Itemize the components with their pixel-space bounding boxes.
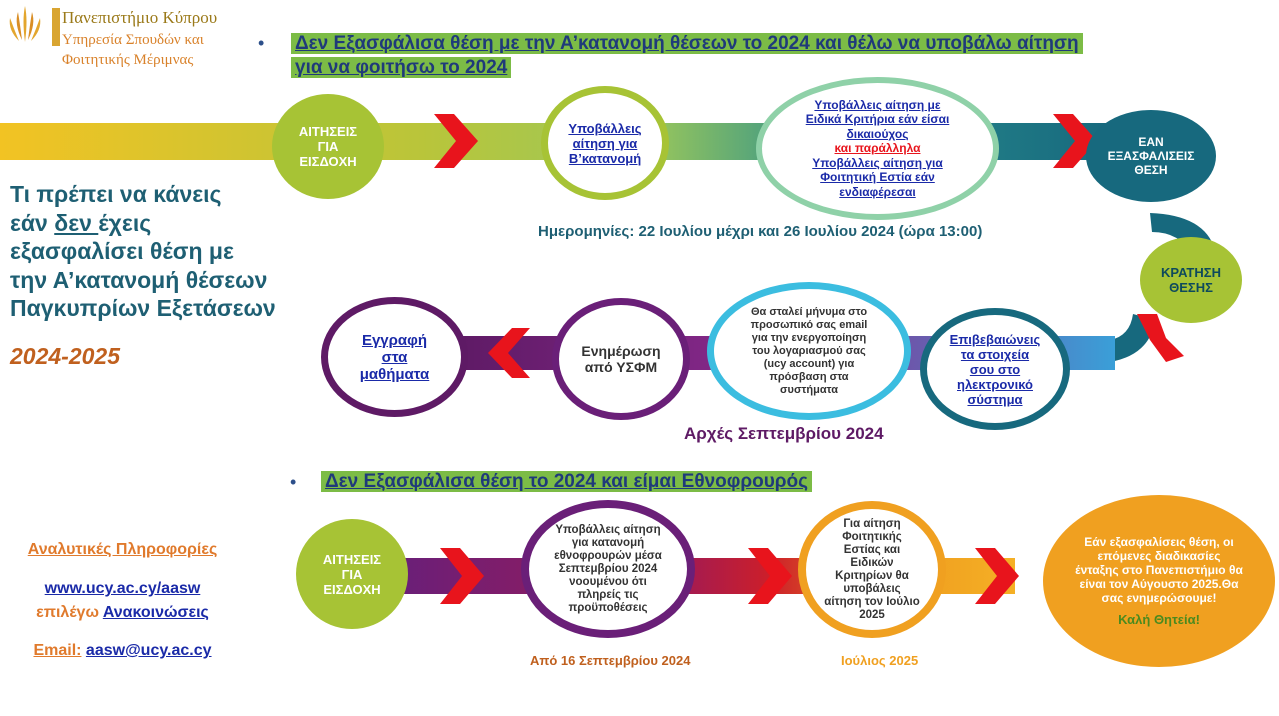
- date-july: Ιούλιος 2025: [841, 653, 919, 668]
- greeting-text: Καλή Θητεία!: [1118, 612, 1200, 627]
- email-label: Email:: [33, 642, 82, 659]
- side-title-line5: Παγκυπρίων Εξετάσεων: [10, 295, 276, 321]
- section1-heading-line2: για να φοιτήσω το 2024: [291, 57, 511, 78]
- bullet-2: •: [290, 472, 297, 492]
- step-reserve-place: ΚΡΑΤΗΣΗ ΘΕΣΗΣ: [1140, 237, 1242, 323]
- step-admission-applications: ΑΙΤΗΣΕΙΣ ΓΙΑ ΕΙΣΔΟΧΗ: [272, 94, 384, 199]
- university-name: Πανεπιστήμιο Κύπρου: [62, 8, 218, 27]
- side-title-line2a: εάν: [10, 209, 55, 236]
- logo-subtitle-2: Φοιτητικής Μέριμνας: [62, 52, 194, 68]
- info-url-link[interactable]: www.ucy.ac.cy/aasw: [44, 580, 201, 597]
- step-if-secured-place: ΕΑΝ ΕΞΑΣΦΑΛΙΣΕΙΣ ΘΕΣΗ: [1086, 110, 1216, 202]
- side-title-line4: την Α’κατανομή θέσεων: [10, 266, 268, 293]
- section2-heading-text: Δεν Εξασφάλισα θέση το 2024 και είμαι Εθνοφρουρός: [321, 471, 812, 492]
- info-email: [0, 642, 245, 660]
- application-dates: Ημερομηνίες: 22 Ιουλίου μέχρι και 26 Ιουλίου 2024 (ώρα 13:00): [538, 223, 983, 240]
- in-parallel-text: και παράλληλα: [834, 141, 921, 156]
- step-special-criteria[interactable]: [756, 77, 999, 220]
- info-title: Αναλυτικές Πληροφορίες: [27, 541, 218, 558]
- logo-subtitle-1: Υπηρεσία Σπουδών και: [62, 32, 204, 48]
- academic-year: 2024-2025: [10, 343, 120, 369]
- announcements-link[interactable]: Ανακοινώσεις: [102, 604, 209, 621]
- next-procedures-text: Εάν εξασφαλίσεις θέση, οι επόμενες διαδικασίες ένταξης στο Πανεπιστήμιο θα είναι τον Αύγουστο 2025.Θα σας ενημερώσουμε!: [1075, 535, 1243, 605]
- step-course-registration[interactable]: Εγγραφή στα μαθήματα: [321, 297, 468, 417]
- step-email-activation: Θα σταλεί μήνυμα στο προσωπικό σας email για την ενεργοποίηση του λογαριασμού σας (ucy account) για πρόσβαση στα συστήματα: [707, 282, 911, 420]
- step2-admission-applications: ΑΙΤΗΣΕΙΣ ΓΙΑ ΕΙΣΔΟΧΗ: [296, 519, 408, 629]
- step2-national-guard-allocation: Υποβάλλεις αίτηση για κατανομή εθνοφρουρών μέσα Σεπτεμβρίου 2024 νοουμένου ότι πληρείς τις προϋποθέσεις: [521, 500, 695, 638]
- step-confirm-details[interactable]: Επιβεβαιώνεις τα στοιχεία σου στο ηλεκτρονικό σύστημα: [920, 308, 1070, 430]
- special-criteria-text[interactable]: Υποβάλλεις αίτηση με Ειδικά Κριτήρια εάν είσαι δικαιούχος: [805, 97, 950, 141]
- step-second-allocation[interactable]: Υποβάλλεις αίτηση για Β’κατανομή: [541, 86, 669, 200]
- step2-residence-application: Για αίτηση Φοιτητικής Εστίας και Ειδικών Κριτηρίων θα υποβάλεις αίτηση τον Ιούλιο 2025: [798, 501, 946, 638]
- step2-next-procedures: [1043, 495, 1275, 667]
- date-from-september: Από 16 Σεπτεμβρίου 2024: [530, 653, 691, 668]
- choose-prefix: επιλέγω: [36, 604, 103, 621]
- email-link[interactable]: aasw@ucy.ac.cy: [85, 642, 212, 659]
- info-choose: [0, 604, 245, 622]
- side-title-line3: εξασφαλίσει θέση με: [10, 238, 234, 264]
- section1-heading-line1: Δεν Εξασφάλισα θέση με την Α’κατανομή θέσεων το 2024 και θέλω να υποβάλω αίτηση: [291, 33, 1083, 54]
- side-title-line1: Τι πρέπει να κάνεις: [10, 181, 222, 207]
- side-title-underlined: δεν: [54, 209, 99, 236]
- step-ysfm-update: Ενημέρωση από ΥΣΦΜ: [552, 298, 690, 420]
- student-residence-text[interactable]: Υποβάλλεις αίτηση για Φοιτητική Εστία εάν ενδιαφέρεσαι: [812, 155, 943, 199]
- side-title-line2b: έχεις: [98, 209, 152, 236]
- bullet-1: •: [258, 33, 265, 53]
- section2-heading: [321, 470, 812, 494]
- september-label: Αρχές Σεπτεμβρίου 2024: [684, 424, 884, 443]
